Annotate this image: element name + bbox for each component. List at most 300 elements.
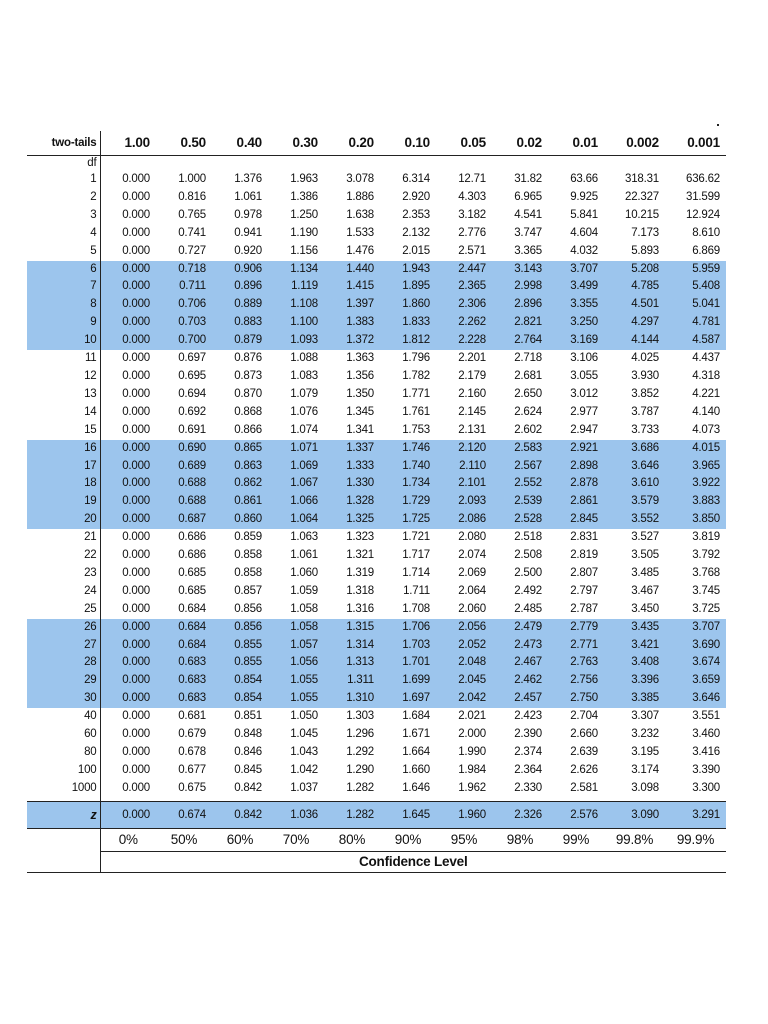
t-value-cell: 0.675	[178, 781, 206, 794]
t-value-cell: 2.750	[548, 690, 604, 708]
t-value-cell: 0.000	[122, 566, 150, 579]
table-row	[27, 619, 726, 637]
t-value-cell: 2.920	[402, 190, 430, 203]
alpha-header: 1.00	[100, 131, 156, 156]
t-value-cell: 0.854	[212, 672, 268, 690]
df-cell: 4	[27, 225, 100, 243]
t-value-cell: 1.156	[290, 244, 318, 257]
t-value-cell: 0.906	[212, 261, 268, 279]
t-value-cell: 2.145	[458, 405, 486, 418]
t-value-cell: 8.610	[692, 226, 720, 239]
t-value-cell: 1.069	[268, 458, 324, 476]
t-value-cell: 2.015	[402, 244, 430, 257]
t-value-cell: 2.048	[436, 654, 492, 672]
confidence-cell: 98%	[492, 828, 548, 851]
df-cell: 15	[27, 422, 100, 440]
t-value-cell: 1.061	[290, 549, 318, 562]
t-value-cell: 2.500	[514, 566, 542, 579]
t-value-cell: 0.684	[156, 637, 212, 655]
t-value-cell: 1.386	[290, 190, 318, 203]
t-value-cell: 2.771	[548, 637, 604, 655]
t-value-cell: 0.686	[178, 531, 206, 544]
t-value-cell: 3.505	[631, 549, 659, 562]
t-value-cell: 0.863	[212, 458, 268, 476]
t-value-cell: 1.108	[268, 296, 324, 314]
t-value-cell: 1.337	[324, 440, 380, 458]
t-value-cell: 31.82	[514, 173, 542, 185]
t-value-cell: 4.144	[604, 332, 665, 350]
t-value-cell: 3.182	[458, 208, 486, 221]
t-value-cell: 1.660	[402, 763, 430, 776]
t-value-cell: 3.646	[665, 690, 726, 708]
confidence-blank	[27, 828, 100, 851]
z-value-cell: 2.326	[492, 801, 548, 828]
t-value-cell: 2.228	[436, 332, 492, 350]
t-value-cell: 2.374	[514, 746, 542, 758]
t-value-cell: 3.745	[692, 584, 720, 597]
t-value-cell: 1.292	[346, 746, 374, 758]
t-value-cell: 1.119	[268, 278, 324, 296]
t-value-cell: 1.711	[403, 584, 430, 597]
t-value-cell: 1.042	[290, 763, 318, 776]
t-value-cell: 3.365	[514, 244, 542, 257]
t-value-cell: 3.098	[631, 781, 659, 794]
table-row	[27, 422, 726, 440]
t-value-cell: 2.131	[458, 423, 486, 436]
two-tails-label: two-tails	[27, 131, 100, 156]
t-value-cell: 1.703	[380, 637, 436, 655]
table-row	[27, 780, 726, 798]
t-value-cell: 4.140	[692, 405, 720, 418]
t-value-cell: 2.571	[458, 244, 486, 257]
table-row	[27, 350, 726, 368]
confidence-cell: 90%	[380, 828, 436, 851]
t-value-cell: 0.920	[234, 244, 262, 257]
t-value-cell: 9.925	[570, 190, 598, 203]
t-value-cell: 0.870	[234, 387, 262, 400]
t-value-cell: 3.250	[548, 314, 604, 332]
t-value-cell: 1.059	[290, 584, 318, 597]
t-value-cell: 2.896	[492, 296, 548, 314]
t-value-cell: 0.700	[156, 332, 212, 350]
t-value-cell: 0.697	[178, 352, 206, 365]
t-value-cell: 1.812	[380, 332, 436, 350]
table-row	[27, 475, 726, 493]
table-row	[27, 726, 726, 744]
df-cell: 9	[27, 314, 100, 332]
t-value-cell: 1.415	[324, 278, 380, 296]
df-cell: 2	[27, 189, 100, 207]
z-value-cell: 1.960	[436, 801, 492, 828]
t-value-cell: 4.587	[665, 332, 726, 350]
t-value-cell: 1.316	[346, 602, 374, 615]
t-value-cell: 2.819	[570, 549, 598, 562]
t-value-cell: 3.819	[692, 531, 720, 544]
t-value-cell: 2.878	[548, 475, 604, 493]
z-value-cell: 2.576	[548, 801, 604, 828]
t-value-cell: 1.440	[324, 261, 380, 279]
t-value-cell: 2.064	[458, 584, 486, 597]
t-value-cell: 1.058	[268, 619, 324, 637]
t-value-cell: 0.683	[156, 672, 212, 690]
t-value-cell: 1.895	[380, 278, 436, 296]
t-value-cell: 4.604	[570, 226, 598, 239]
t-value-cell: 0.685	[178, 566, 206, 579]
t-value-cell: 1.056	[268, 654, 324, 672]
table-row	[27, 565, 726, 583]
t-value-cell: 1.646	[402, 781, 430, 794]
t-value-cell: 0.857	[234, 584, 262, 597]
df-cell: 17	[27, 458, 100, 476]
t-value-cell: 0.000	[122, 208, 150, 221]
t-value-cell: 2.110	[436, 458, 492, 476]
table-row	[27, 493, 726, 511]
t-value-cell: 2.330	[514, 781, 542, 794]
t-value-cell: 1.093	[268, 332, 324, 350]
t-value-cell: 1.067	[268, 475, 324, 493]
t-value-cell: 0.000	[100, 314, 156, 332]
t-value-cell: 3.174	[631, 763, 659, 776]
t-value-cell: 1.782	[402, 369, 430, 382]
t-value-cell: 3.883	[665, 493, 726, 511]
t-value-cell: 0.862	[212, 475, 268, 493]
t-value-cell: 2.898	[548, 458, 604, 476]
df-cell: 12	[27, 368, 100, 386]
t-value-cell: 1.134	[268, 261, 324, 279]
t-value-cell: 3.106	[570, 352, 598, 365]
table-row	[27, 690, 726, 708]
t-value-cell: 0.688	[156, 475, 212, 493]
t-value-cell: 0.686	[178, 549, 206, 562]
z-row	[27, 801, 726, 828]
t-value-cell: 1.050	[290, 710, 318, 723]
t-value-cell: 2.639	[570, 746, 598, 758]
t-value-cell: 2.797	[570, 584, 598, 597]
table-row	[27, 278, 726, 296]
t-value-cell: 0.000	[100, 440, 156, 458]
t-value-cell: 5.208	[604, 261, 665, 279]
t-value-cell: 0.000	[122, 549, 150, 562]
df-cell: 40	[27, 708, 100, 726]
t-value-cell: 2.045	[436, 672, 492, 690]
t-value-cell: 0.000	[100, 619, 156, 637]
t-value-cell: 1.083	[290, 369, 318, 382]
t-value-cell: 2.528	[492, 511, 548, 529]
t-value-cell: 4.541	[514, 208, 542, 221]
t-value-cell: 3.416	[692, 746, 720, 758]
t-value-cell: 0.876	[234, 352, 262, 365]
df-cell: 7	[27, 278, 100, 296]
t-value-cell: 0.727	[178, 244, 206, 257]
t-value-cell: 2.093	[436, 493, 492, 511]
z-value-cell: 3.291	[665, 801, 726, 828]
t-value-cell: 2.845	[548, 511, 604, 529]
df-cell: 24	[27, 583, 100, 601]
t-value-cell: 0.845	[234, 763, 262, 776]
z-label: z	[27, 801, 100, 828]
t-distribution-table-sheet	[27, 131, 721, 873]
t-value-cell: 3.435	[604, 619, 665, 637]
t-value-cell: 3.787	[631, 405, 659, 418]
t-value-cell: 1.350	[346, 387, 374, 400]
t-value-cell: 0.718	[156, 261, 212, 279]
t-value-cell: 3.307	[631, 710, 659, 723]
t-value-cell: 2.787	[570, 602, 598, 615]
t-value-cell: 0.848	[234, 728, 262, 741]
t-value-cell: 0.000	[122, 728, 150, 741]
confidence-cell: 95%	[436, 828, 492, 851]
t-value-cell: 4.501	[604, 296, 665, 314]
t-value-cell: 1.962	[458, 781, 486, 794]
table-row	[27, 368, 726, 386]
t-value-cell: 3.385	[604, 690, 665, 708]
confidence-label-row	[27, 851, 726, 872]
t-value-cell: 0.000	[122, 352, 150, 365]
alpha-header: 0.002	[604, 131, 665, 156]
t-value-cell: 0.000	[122, 387, 150, 400]
alpha-header: 0.40	[212, 131, 268, 156]
t-value-cell: 3.659	[665, 672, 726, 690]
t-value-cell: 0.854	[212, 690, 268, 708]
table-row	[27, 171, 726, 189]
t-value-cell: 3.450	[631, 602, 659, 615]
t-value-cell: 1.796	[402, 352, 430, 365]
t-value-cell: 1.372	[324, 332, 380, 350]
t-value-cell: 2.681	[514, 369, 542, 382]
t-value-cell: 1.060	[290, 566, 318, 579]
confidence-cell: 99.9%	[665, 828, 726, 851]
t-value-cell: 1.833	[380, 314, 436, 332]
t-value-cell: 22.327	[625, 190, 659, 203]
t-value-cell: 10.215	[625, 208, 659, 221]
t-value-cell: 2.626	[570, 763, 598, 776]
t-value-cell: 1.290	[346, 763, 374, 776]
t-value-cell: 1.043	[290, 746, 318, 758]
t-value-cell: 0.855	[212, 637, 268, 655]
t-value-cell: 1.318	[346, 584, 374, 597]
t-value-cell: 0.859	[234, 531, 262, 544]
header-row	[27, 131, 726, 156]
t-value-cell: 3.965	[665, 458, 726, 476]
t-value-cell: 1.057	[268, 637, 324, 655]
t-value-cell: 1.333	[324, 458, 380, 476]
alpha-header: 0.30	[268, 131, 324, 156]
t-value-cell: 0.000	[100, 296, 156, 314]
df-cell: 11	[27, 350, 100, 368]
t-value-cell: 1.363	[346, 352, 374, 365]
t-value-cell: 0.692	[178, 405, 206, 418]
table-row	[27, 744, 726, 762]
t-value-cell: 0.941	[234, 226, 262, 239]
df-header-row	[27, 156, 726, 172]
t-value-cell: 0.000	[122, 405, 150, 418]
alpha-header: 0.01	[548, 131, 604, 156]
df-cell: 26	[27, 619, 100, 637]
df-cell: 6	[27, 261, 100, 279]
t-value-cell: 2.086	[436, 511, 492, 529]
t-value-cell: 0.000	[122, 763, 150, 776]
df-cell: 27	[27, 637, 100, 655]
t-value-cell: 0.858	[234, 549, 262, 562]
t-value-cell: 3.408	[604, 654, 665, 672]
t-value-cell: 0.883	[212, 314, 268, 332]
t-value-cell: 2.485	[514, 602, 542, 615]
t-value-cell: 0.000	[122, 226, 150, 239]
t-value-cell: 1.638	[346, 208, 374, 221]
t-value-cell: 1.671	[402, 728, 430, 741]
table-row	[27, 762, 726, 780]
confidence-cell: 60%	[212, 828, 268, 851]
t-value-cell: 1.328	[324, 493, 380, 511]
t-value-cell: 3.852	[631, 387, 659, 400]
t-value-cell: 0.000	[100, 672, 156, 690]
df-cell: 23	[27, 565, 100, 583]
t-value-cell: 3.707	[665, 619, 726, 637]
t-value-cell: 1.984	[458, 763, 486, 776]
t-value-cell: 0.865	[212, 440, 268, 458]
t-value-cell: 1.055	[268, 672, 324, 690]
t-value-cell: 12.71	[458, 173, 486, 185]
alpha-header: 0.50	[156, 131, 212, 156]
table-row	[27, 296, 726, 314]
df-cell: 22	[27, 547, 100, 565]
t-value-cell: 3.674	[665, 654, 726, 672]
t-value-cell: 2.160	[458, 387, 486, 400]
t-value-cell: 1.753	[402, 423, 430, 436]
t-value-cell: 0.816	[178, 190, 206, 203]
t-value-cell: 2.069	[458, 566, 486, 579]
t-value-cell: 0.687	[156, 511, 212, 529]
t-value-cell: 1.310	[324, 690, 380, 708]
t-value-cell: 0.000	[100, 278, 156, 296]
t-value-cell: 1.061	[234, 190, 262, 203]
df-cell: 10	[27, 332, 100, 350]
confidence-cell: 50%	[156, 828, 212, 851]
df-cell: 60	[27, 726, 100, 744]
t-value-cell: 0.000	[100, 493, 156, 511]
t-value-cell: 0.000	[122, 423, 150, 436]
t-value-cell: 0.000	[100, 690, 156, 708]
t-value-cell: 2.977	[570, 405, 598, 418]
t-value-cell: 1.315	[324, 619, 380, 637]
t-value-cell: 2.467	[492, 654, 548, 672]
t-value-cell: 1.701	[380, 654, 436, 672]
df-cell: 16	[27, 440, 100, 458]
t-value-cell: 0.684	[156, 619, 212, 637]
table-row	[27, 404, 726, 422]
df-cell: 100	[27, 762, 100, 780]
t-value-cell: 1.397	[324, 296, 380, 314]
t-value-cell: 4.221	[692, 387, 720, 400]
df-cell: 13	[27, 386, 100, 404]
t-value-cell: 1.321	[346, 549, 374, 562]
t-value-cell: 1.311	[324, 672, 380, 690]
t-value-cell: 3.552	[604, 511, 665, 529]
t-value-cell: 0.856	[212, 619, 268, 637]
t-value-cell: 2.602	[514, 423, 542, 436]
t-value-cell: 1.303	[346, 710, 374, 723]
table-row	[27, 243, 726, 261]
t-value-cell: 0.765	[178, 208, 206, 221]
t-value-cell: 0.000	[100, 475, 156, 493]
t-value-cell: 0.000	[122, 173, 150, 185]
t-value-cell: 2.457	[492, 690, 548, 708]
t-value-cell: 2.056	[436, 619, 492, 637]
t-value-cell: 0.690	[156, 440, 212, 458]
t-value-cell: 0.860	[212, 511, 268, 529]
t-value-cell: 0.842	[234, 781, 262, 794]
t-value-cell: 31.599	[686, 190, 720, 203]
confidence-blank	[27, 851, 100, 872]
t-value-cell: 63.66	[570, 173, 598, 185]
t-value-cell: 1.066	[268, 493, 324, 511]
t-value-cell: 0.706	[156, 296, 212, 314]
t-value-cell: 0.856	[234, 602, 262, 615]
t-value-cell: 1.000	[178, 173, 206, 185]
t-value-cell: 7.173	[631, 226, 659, 239]
t-value-cell: 0.858	[234, 566, 262, 579]
t-value-cell: 1.064	[268, 511, 324, 529]
t-value-cell: 1.860	[380, 296, 436, 314]
t-value-cell: 2.262	[436, 314, 492, 332]
t-value-cell: 0.000	[122, 584, 150, 597]
t-value-cell: 0.000	[100, 637, 156, 655]
t-value-cell: 0.000	[100, 261, 156, 279]
t-value-cell: 1.476	[346, 244, 374, 257]
t-value-cell: 1.296	[346, 728, 374, 741]
t-value-cell: 1.740	[380, 458, 436, 476]
t-value-cell: 2.365	[436, 278, 492, 296]
t-value-cell: 2.052	[436, 637, 492, 655]
t-value-cell: 12.924	[686, 208, 720, 221]
table-row	[27, 314, 726, 332]
t-value-cell: 1.943	[380, 261, 436, 279]
t-value-cell: 1.325	[324, 511, 380, 529]
t-value-cell: 3.747	[514, 226, 542, 239]
t-value-cell: 1.697	[380, 690, 436, 708]
t-value-cell: 0.846	[234, 746, 262, 758]
t-value-cell: 1.345	[346, 405, 374, 418]
t-value-cell: 0.000	[122, 531, 150, 544]
table-body	[27, 131, 726, 872]
t-value-cell: 2.353	[402, 208, 430, 221]
t-value-cell: 3.078	[346, 173, 374, 185]
t-value-cell: 2.704	[570, 710, 598, 723]
t-value-cell: 3.355	[548, 296, 604, 314]
table-row	[27, 654, 726, 672]
t-value-cell: 2.624	[514, 405, 542, 418]
t-value-cell: 3.768	[692, 566, 720, 579]
z-value-cell: 1.645	[380, 801, 436, 828]
t-value-cell: 5.408	[665, 278, 726, 296]
alpha-header: 0.02	[492, 131, 548, 156]
t-value-cell: 1.963	[290, 173, 318, 185]
t-value-cell: 1.314	[324, 637, 380, 655]
df-cell: 5	[27, 243, 100, 261]
t-value-cell: 1.729	[380, 493, 436, 511]
confidence-cell: 99.8%	[604, 828, 665, 851]
t-value-cell: 2.947	[570, 423, 598, 436]
z-value-cell: 0.000	[100, 801, 156, 828]
t-value-cell: 1.319	[346, 566, 374, 579]
t-value-cell: 1.684	[402, 710, 430, 723]
t-value-cell: 2.518	[514, 531, 542, 544]
t-value-cell: 3.467	[631, 584, 659, 597]
table-row	[27, 189, 726, 207]
t-value-cell: 1.714	[402, 566, 430, 579]
df-cell: 3	[27, 207, 100, 225]
t-value-cell: 3.579	[604, 493, 665, 511]
